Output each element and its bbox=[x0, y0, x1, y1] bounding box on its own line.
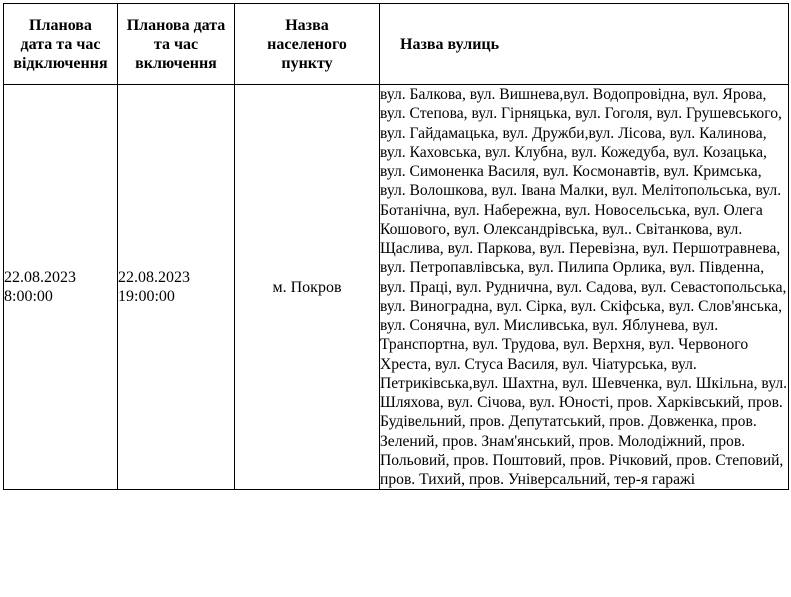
on-time: 19:00:00 bbox=[118, 288, 175, 306]
off-date: 22.08.2023 bbox=[4, 269, 76, 287]
off-time: 8:00:00 bbox=[4, 288, 53, 306]
header-on-time-line1: Планова дата bbox=[126, 16, 226, 34]
table-row bbox=[4, 85, 789, 490]
header-place-line1: Назва bbox=[285, 16, 329, 34]
header-place-line2: населеного bbox=[267, 35, 347, 53]
header-off-time-line2: дата та час bbox=[20, 35, 101, 53]
header-place-line3: пункту bbox=[281, 54, 333, 72]
place-cell bbox=[235, 85, 380, 490]
header-streets-label: Назва вулиць bbox=[400, 35, 500, 53]
header-place bbox=[235, 4, 380, 85]
off-datetime-cell bbox=[4, 85, 118, 490]
header-off-time-line1: Планова bbox=[29, 16, 92, 34]
header-off-time-line3: відключення bbox=[13, 54, 108, 72]
streets-cell bbox=[380, 85, 789, 490]
streets-list: вул. Балкова, вул. Вишнева,вул. Водопровідна, вул. Ярова, вул. Степова, вул. Гірняцька, вул. Гоголя, вул. Грушевського, вул. Гайдамацька, вул. Дружби,вул. Лісова, вул. Калинова, вул. Каховська, вул. Клубна, вул. Кожедуба, вул. Козацька, вул. Симоненка Василя, вул. Космонавтів, вул. Кримська, вул. Волошкова, вул. Івана Малки, вул. Мелітопольська, вул. Ботанічна, вул. Набережна, вул. Новосельська, вул. Олега Кошового, вул. Олександрівська, вул.. Світанкова, вул. Щаслива, вул. Паркова, вул. Перевізна, вул. Першотравнева, вул. Петропавлівська, вул. Пилипа Орлика, вул. Південна, вул. Праці, вул. Руднична, вул. Садова, вул. Севастопольська, вул. Виноградна, вул. Сірка, вул. Скіфська, вул. Слов'янська, вул. Сонячна, вул. Мисливська, вул. Яблунева, вул. Транспортна, вул. Трудова, вул. Верхня, вул. Червоного Хреста, вул. Стуса Василя, вул. Чіатурська, вул. Петриківська,вул. Шахтна, вул. Шевченка, вул. Шкільна, вул. Шляхова, вул. Січова, вул. Юності, пров. Харківський, пров. Будівельний, пров. Депутатський, пров. Довженка, пров. Зелений, пров. Знам'янський, пров. Молодіжний, пров. Польовий, пров. Поштовий, пров. Річковий, пров. Степовий, пров. Тихий, пров. Універсальний, тер-я гаражі bbox=[380, 86, 788, 488]
header-off-time bbox=[4, 4, 118, 85]
header-streets bbox=[380, 4, 789, 85]
place-name: м. Покров bbox=[272, 278, 342, 296]
header-on-time bbox=[118, 4, 235, 85]
on-date: 22.08.2023 bbox=[118, 269, 190, 287]
on-datetime-cell bbox=[118, 85, 235, 490]
header-on-time-line2: та час bbox=[153, 35, 199, 53]
header-on-time-line3: включення bbox=[135, 54, 217, 72]
table-header-row bbox=[4, 4, 789, 85]
outage-schedule-table bbox=[3, 3, 789, 490]
